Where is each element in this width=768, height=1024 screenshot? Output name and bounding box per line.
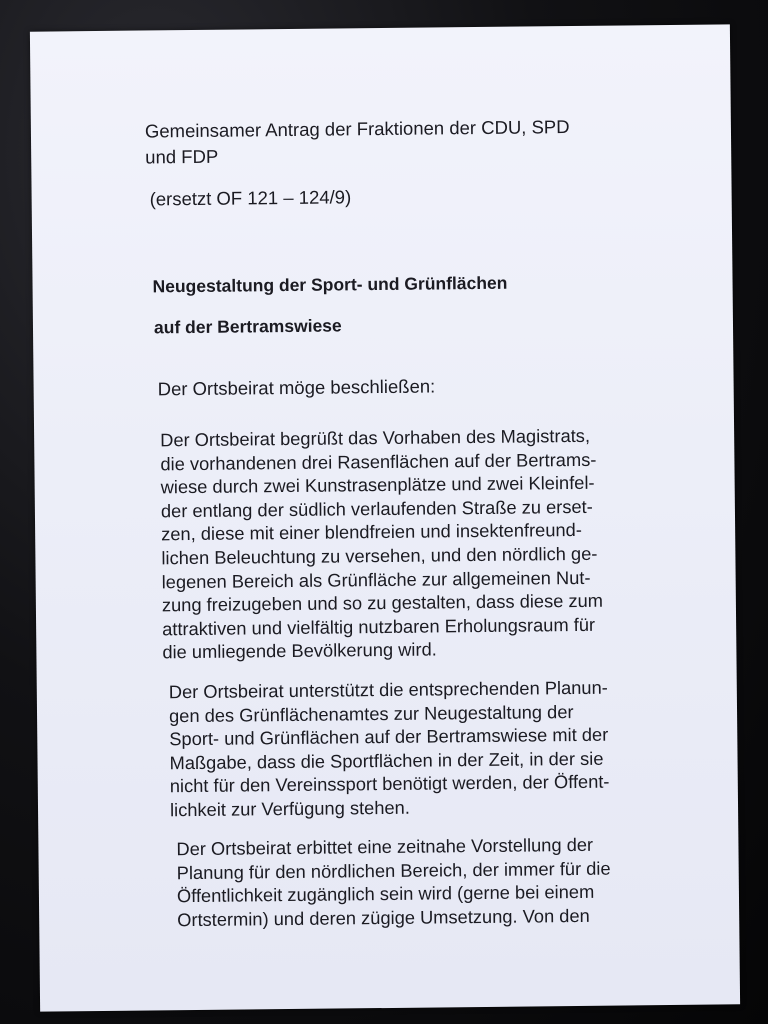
paragraph-line: zung freizugeben und so zu gestalten, dass diese zum bbox=[161, 589, 604, 616]
document-header bbox=[145, 113, 626, 170]
paragraph-line: legenen Bereich als Grünfläche zur allgemeinen Nut- bbox=[161, 566, 591, 592]
document-title-line: Neugestaltung der Sport- und Grünflächen bbox=[152, 272, 508, 297]
paragraph-line: nicht für den Vereinssport benötigt werden, der Öffent- bbox=[169, 771, 610, 797]
paragraph-line: Der Ortsbeirat unterstützt die entsprechenden Planun- bbox=[168, 676, 608, 703]
body-paragraph bbox=[176, 832, 697, 932]
paragraph-line: die vorhandenen drei Rasenflächen auf der Bertrams- bbox=[160, 448, 597, 474]
paragraph-line: attraktiven und vielfältig nutzbaren Erholungsraum für bbox=[162, 613, 596, 640]
paragraph-line: Der Ortsbeirat erbittet eine zeitnahe Vorstellung der bbox=[176, 833, 594, 860]
resolution-lead: Der Ortsbeirat möge beschließen: bbox=[157, 375, 436, 400]
paragraph-line: Öffentlichkeit zugänglich sein wird (gerne bei einem bbox=[176, 881, 595, 907]
header-line: Gemeinsamer Antrag der Fraktionen der CDU, SPD bbox=[144, 116, 570, 142]
paragraph-line: der entlang der südlich verlaufenden Straße zu erset- bbox=[160, 495, 593, 522]
paragraph-line: die umliegende Bevölkerung wird. bbox=[162, 638, 437, 663]
paper-sheet bbox=[30, 24, 740, 1011]
paragraph-line: zen, diese mit einer blendfreien und insektenfreund- bbox=[161, 519, 582, 545]
paragraph-line: wiese durch zwei Kunstrasenplätze und zwei Kleinfel- bbox=[160, 471, 595, 498]
paragraph-line: lichkeit zur Verfügung stehen. bbox=[169, 796, 410, 821]
paragraph-line: Maßgabe, dass die Sportflächen in der Zeit, in der sie bbox=[169, 747, 604, 774]
body-paragraph bbox=[160, 423, 682, 664]
paragraph-line: gen des Grünflächenamtes zur Neugestaltung der bbox=[168, 700, 574, 726]
replaces-note: (ersetzt OF 121 – 124/9) bbox=[149, 186, 352, 210]
paragraph-line: Sport- und Grünflächen auf der Bertramswiese mit der bbox=[169, 723, 609, 750]
body-paragraph bbox=[169, 675, 690, 822]
paragraph-line: Der Ortsbeirat begrüßt das Vorhaben des Magistrats, bbox=[160, 424, 591, 451]
header-line: und FDP bbox=[145, 145, 219, 168]
document-title-line: auf der Bertramswiese bbox=[153, 315, 342, 338]
paragraph-line: lichen Beleuchtung zu versehen, und den nördlich ge- bbox=[161, 542, 598, 569]
paragraph-line: Planung für den nördlichen Bereich, der immer für die bbox=[176, 857, 611, 883]
paragraph-line: Ortstermin) und deren zügige Umsetzung. Von den bbox=[177, 904, 590, 930]
